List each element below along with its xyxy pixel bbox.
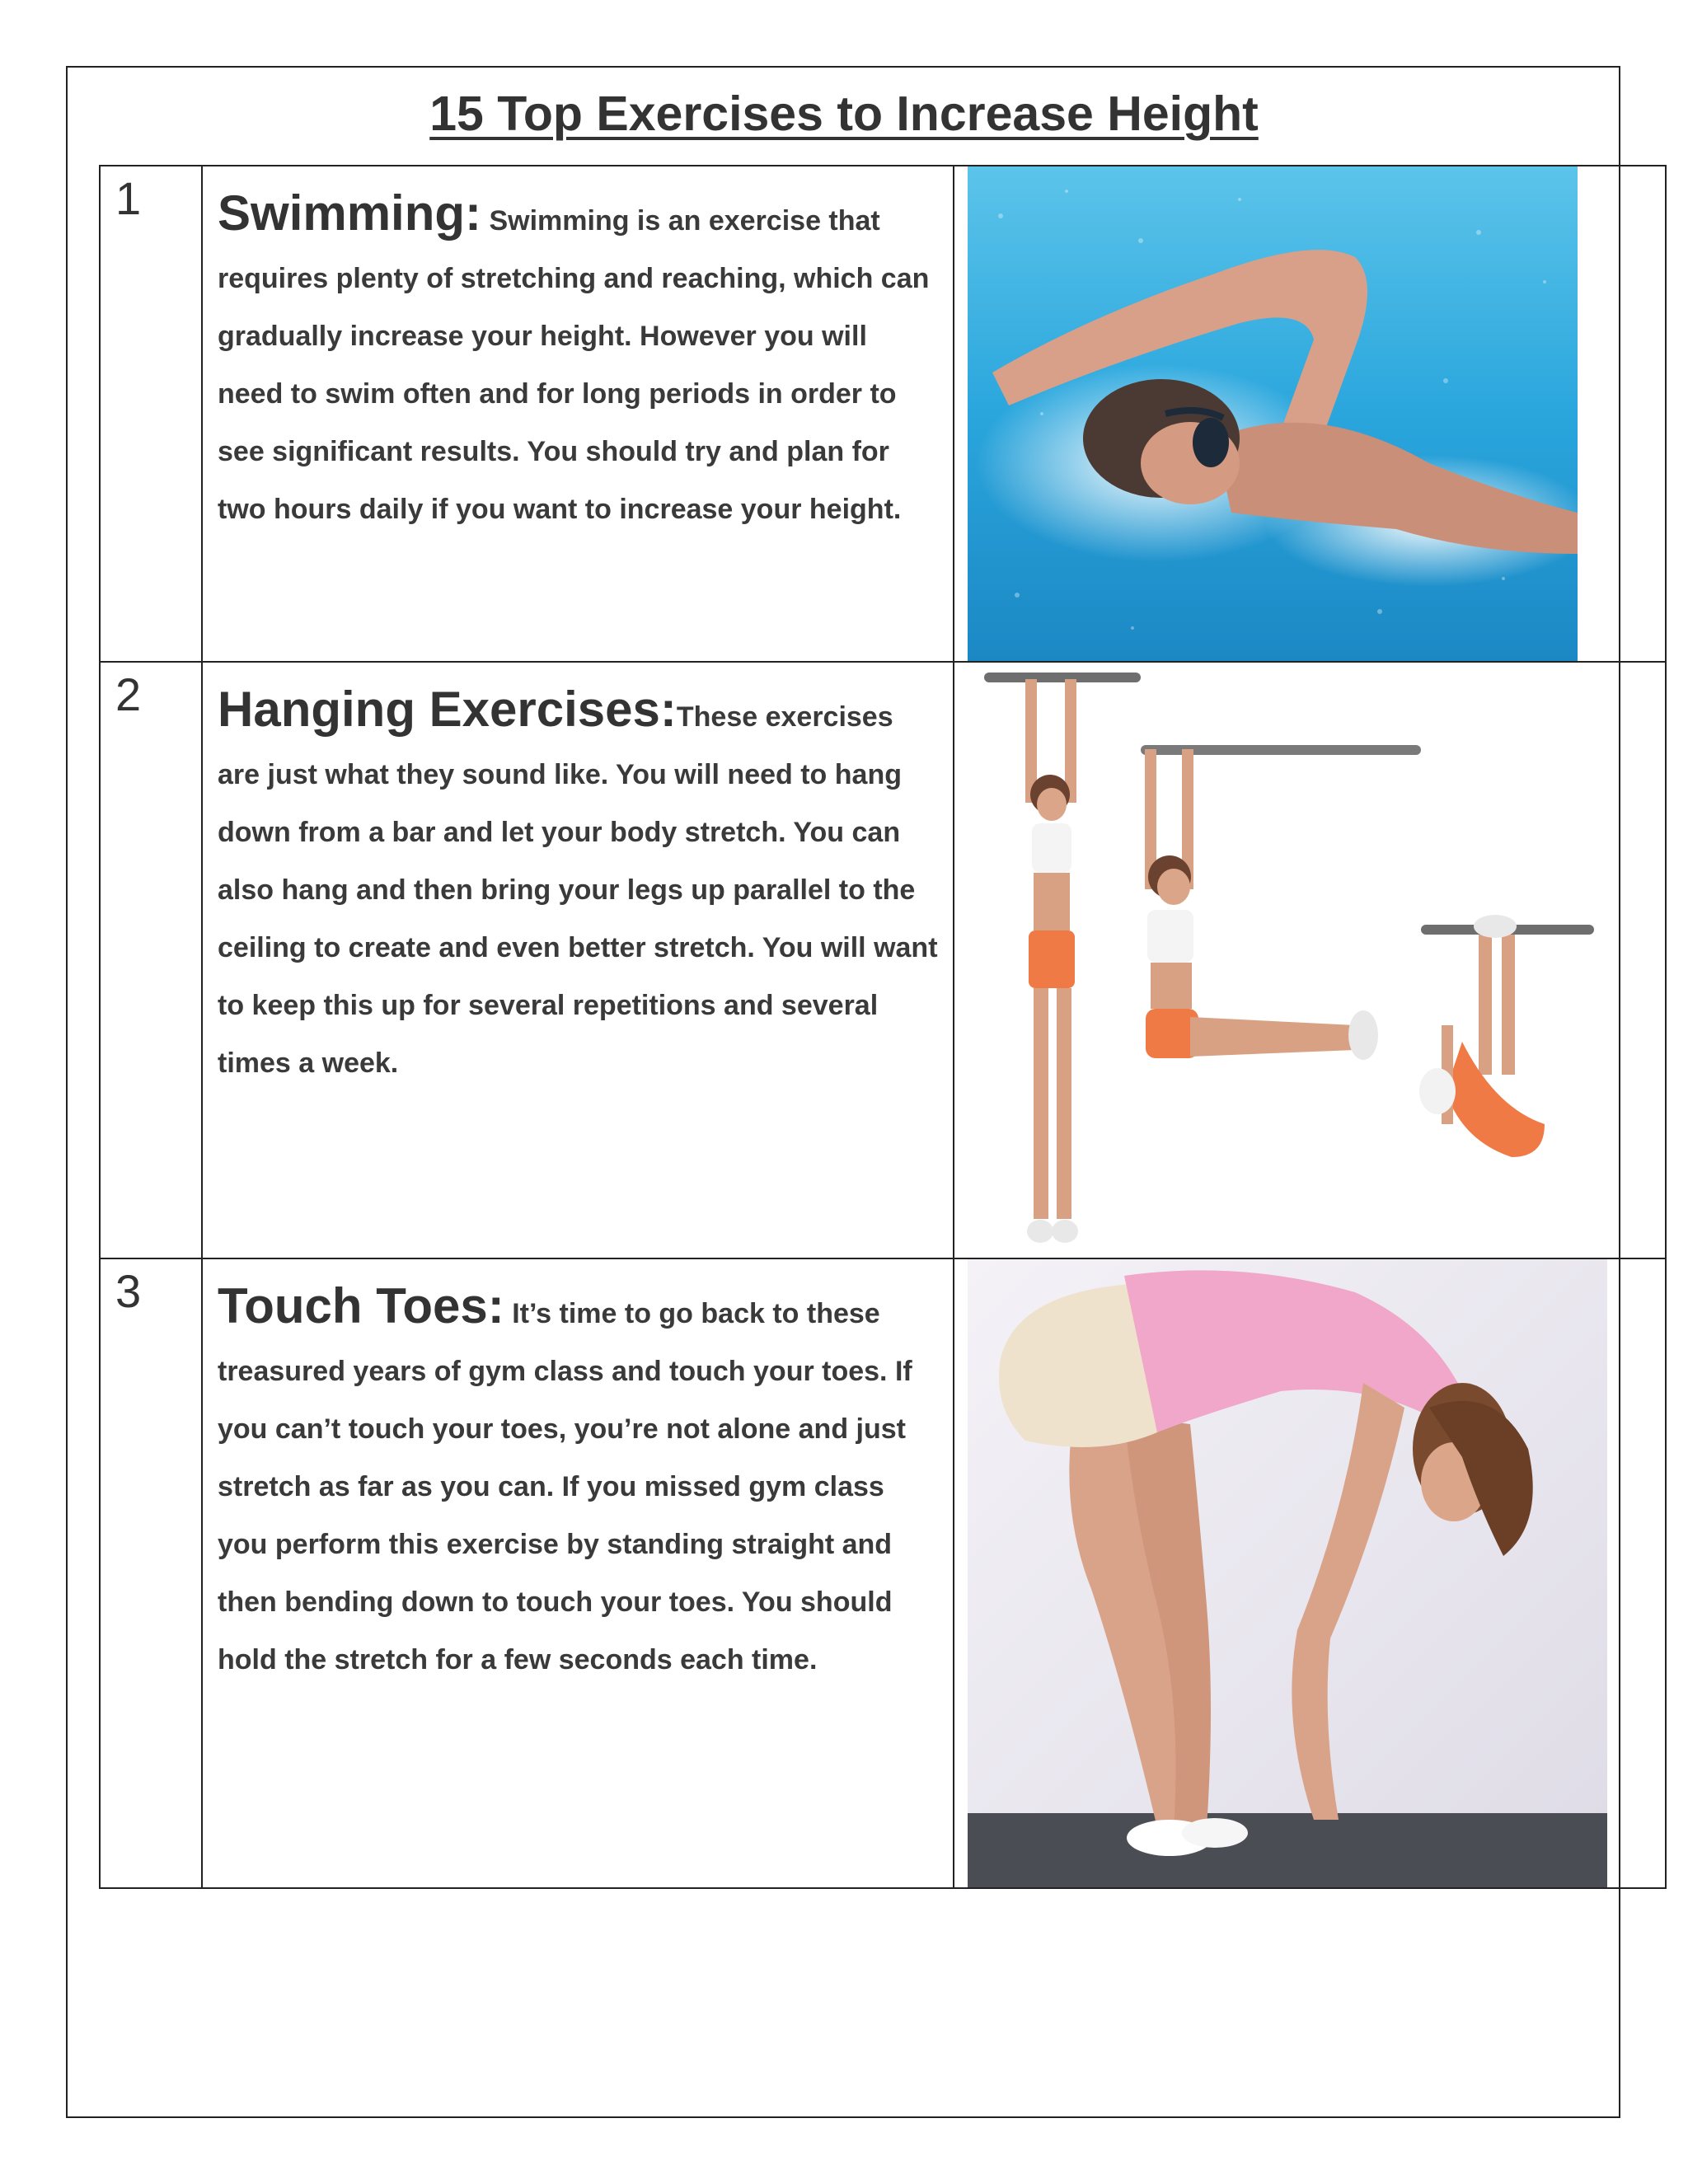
hanging-bar-photo-icon — [968, 663, 1594, 1256]
toe-touch-photo-icon — [968, 1259, 1607, 1887]
exercise-heading: Touch Toes: — [218, 1278, 504, 1333]
exercise-number: 3 — [100, 1258, 202, 1888]
exercise-heading: Hanging Exercises: — [218, 682, 677, 737]
exercise-body: It’s time to go back to these treasured years of gym class and touch your toes. If you can’t touch your toes, you’re not alone and just stretch as far as you can. If you missed gym class you perform this exercise by standing straight and then bending down to touch your toes. You should hold the stretch for a few seconds each time. — [218, 1298, 912, 1675]
swimmer-photo-icon — [968, 166, 1578, 661]
exercise-image-cell — [954, 1258, 1666, 1888]
exercise-image-cell — [954, 166, 1666, 662]
exercise-number: 2 — [100, 662, 202, 1258]
exercise-body: These exercises are just what they sound like. You will need to hang down from a bar and let your body stretch. You can also hang and then bring your legs up parallel to the ceiling to create and even better stretch. You will want to keep this up for several repetitions and several times a week. — [218, 701, 938, 1079]
exercise-table — [99, 165, 1667, 1889]
exercise-description — [202, 1258, 954, 1888]
exercise-description — [202, 662, 954, 1258]
exercise-image-cell — [954, 662, 1666, 1258]
table-row — [100, 662, 1666, 1258]
table-row — [100, 1258, 1666, 1888]
exercise-heading: Swimming: — [218, 185, 482, 241]
exercise-number: 1 — [100, 166, 202, 662]
page-title: 15 Top Exercises to Increase Height — [429, 87, 1259, 141]
exercise-description — [202, 166, 954, 662]
exercise-body: Swimming is an exercise that requires plenty of stretching and reaching, which can gradually increase your height. However you will need to swim often and for long periods in order to see significant results. You should try and plan for two hours daily if you want to increase your height. — [218, 205, 930, 525]
table-row — [100, 166, 1666, 662]
